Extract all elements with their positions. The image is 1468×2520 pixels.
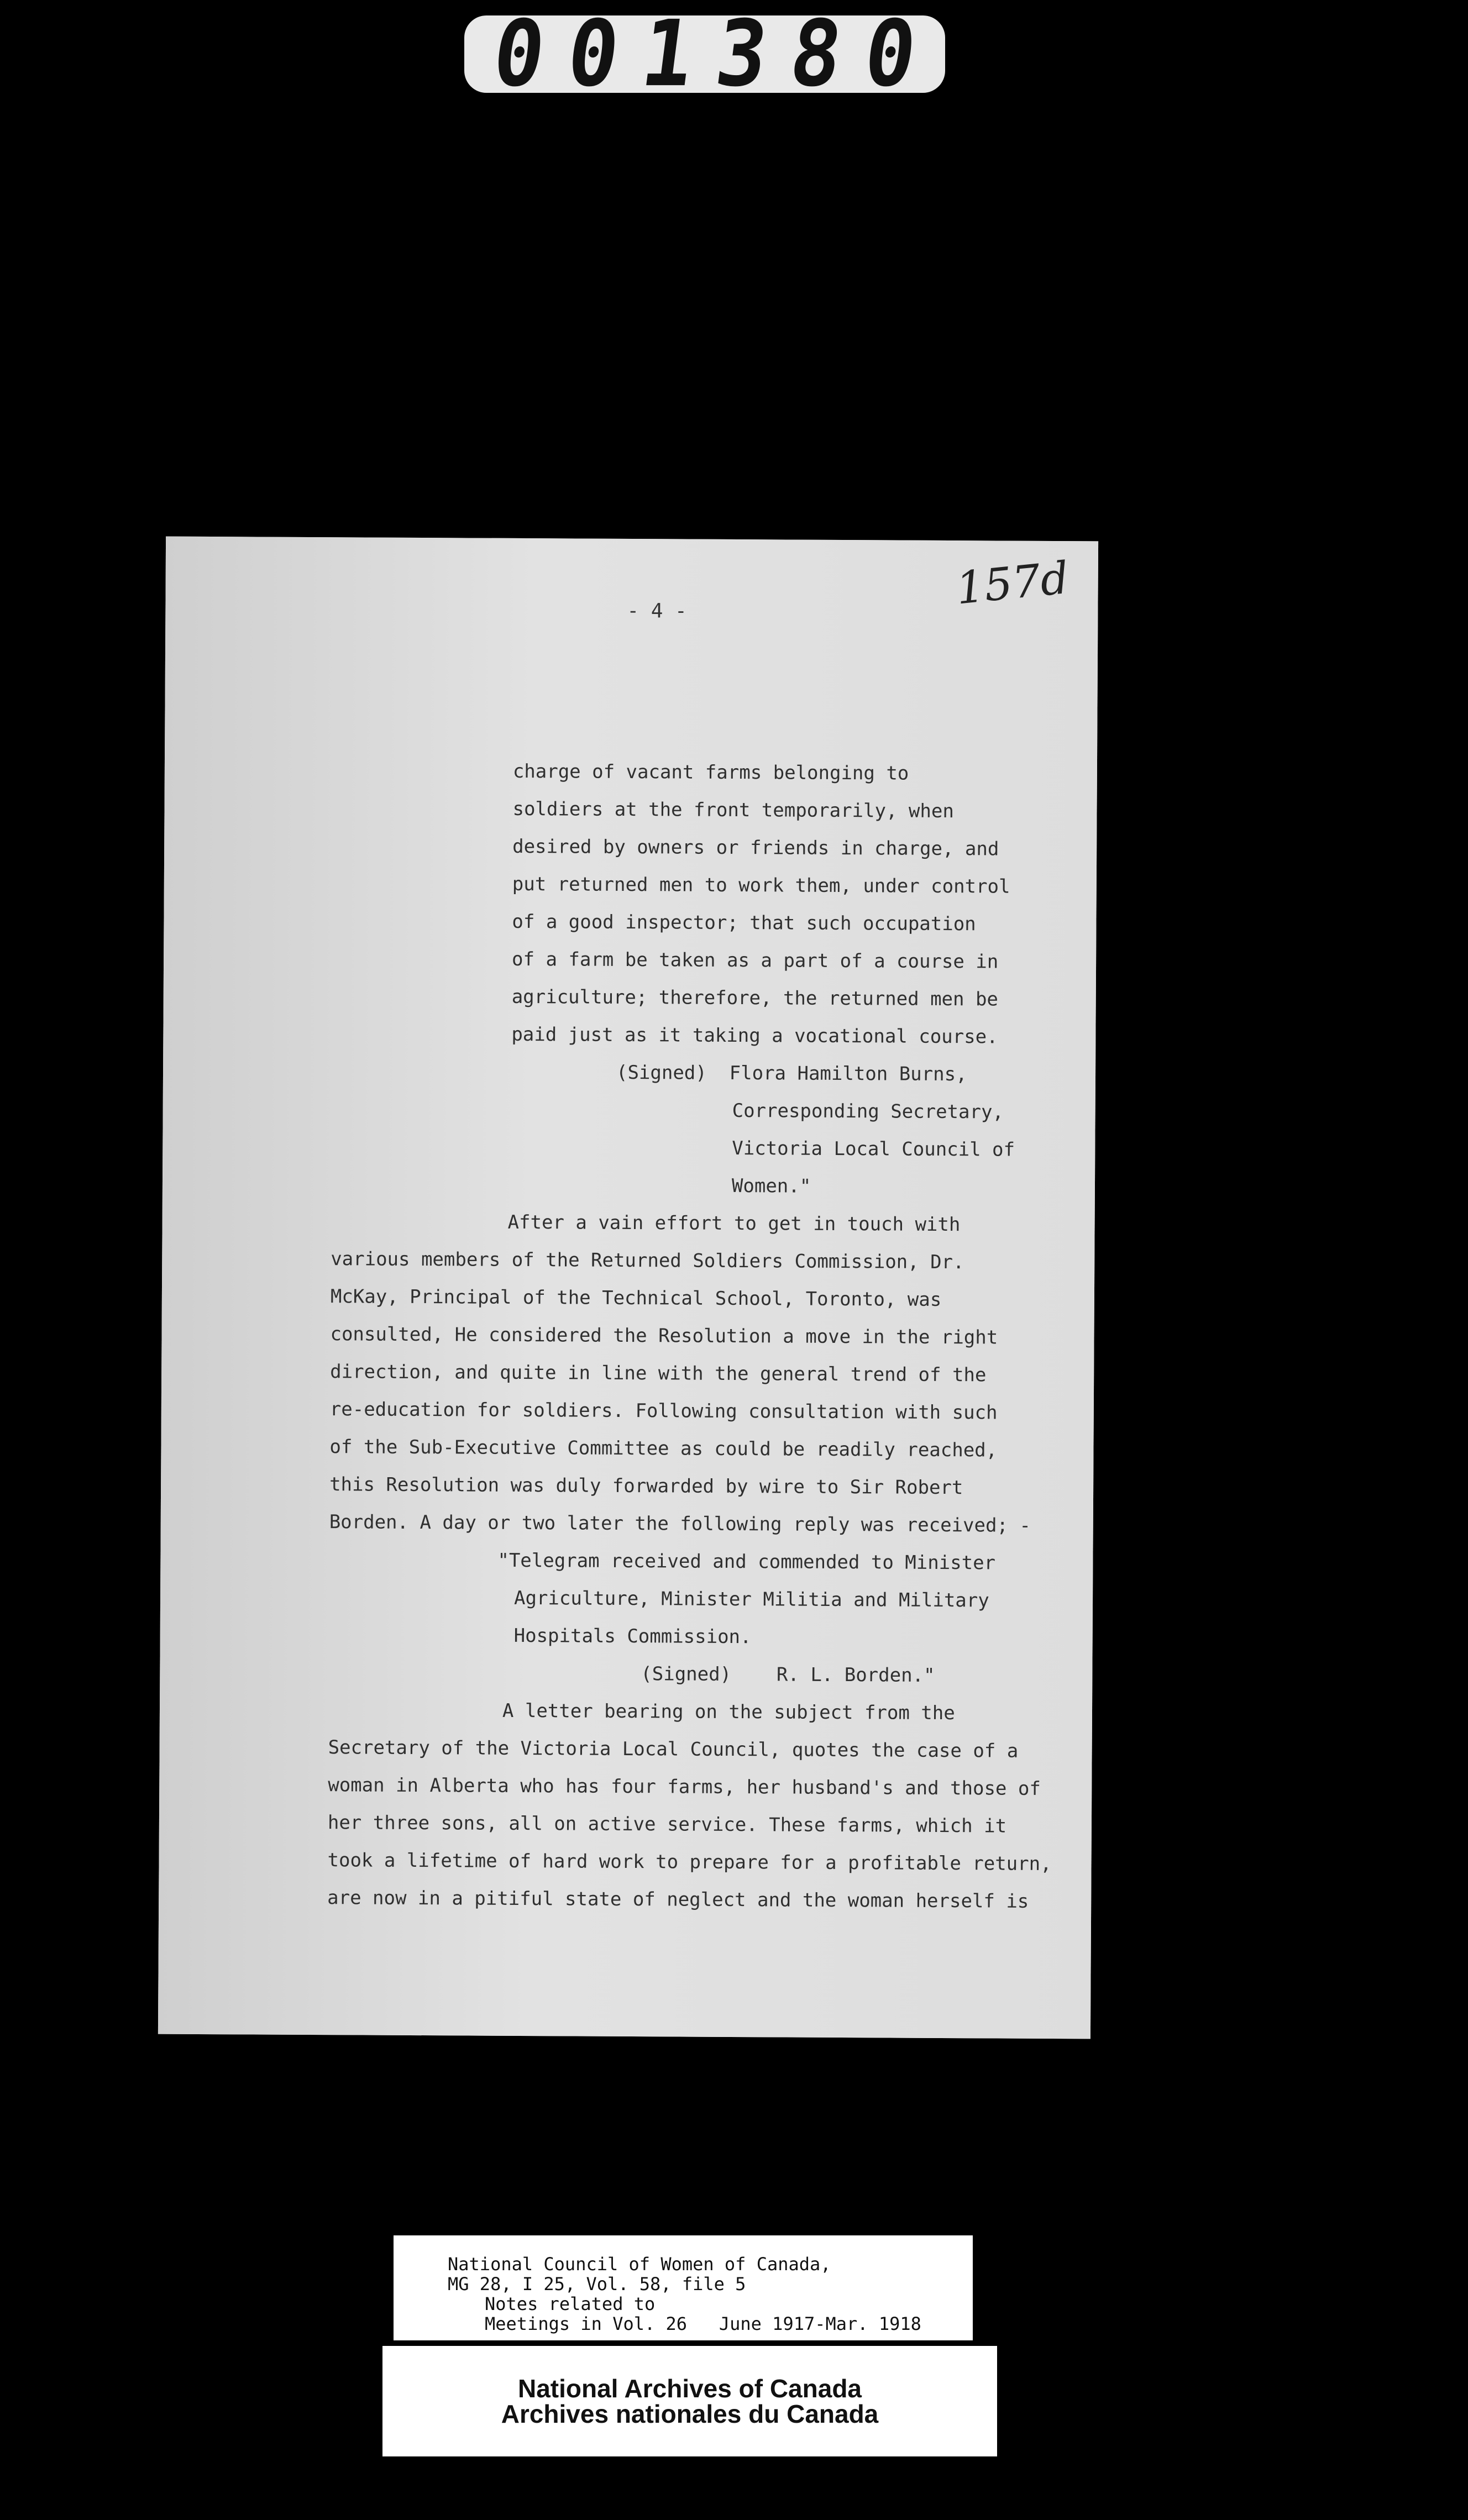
- label-line: MG 28, I 25, Vol. 58, file 5: [448, 2274, 746, 2295]
- text-line: various members of the Returned Soldiers Commission, Dr.: [331, 1248, 964, 1274]
- archives-stamp: [382, 2346, 997, 2456]
- text-line: desired by owners or friends in charge, and: [512, 835, 999, 860]
- label-line: Meetings in Vol. 26 June 1917-Mar. 1918: [485, 2313, 921, 2334]
- text-line: of the Sub-Executive Committee as could be readily reached,: [329, 1436, 998, 1462]
- signature-title: Women.": [731, 1174, 811, 1198]
- text-line: After a vain effort to get in touch with: [507, 1211, 961, 1236]
- handwritten-note: 157d: [953, 552, 1071, 615]
- text-line: McKay, Principal of the Technical School, Toronto, was: [330, 1285, 942, 1311]
- text-line: put returned men to work them, under control: [512, 873, 1010, 898]
- text-line: took a lifetime of hard work to prepare for a profitable return,: [327, 1849, 1052, 1876]
- telegram-line: "Telegram received and commended to Minister: [497, 1549, 996, 1574]
- text-line: Secretary of the Victoria Local Council, quotes the case of a: [328, 1736, 1019, 1762]
- signature-line: (Signed) R. L. Borden.": [641, 1663, 935, 1687]
- text-line: her three sons, all on active service. These farms, which it: [327, 1812, 1007, 1838]
- archives-french: Archives nationales du Canada: [501, 2400, 879, 2428]
- text-line: woman in Alberta who has four farms, her husband's and those of: [328, 1774, 1041, 1800]
- text-line: charge of vacant farms belonging to: [512, 760, 909, 785]
- text-line: direction, and quite in line with the general trend of the: [330, 1361, 987, 1387]
- text-line: Borden. A day or two later the following reply was received; -: [329, 1511, 1031, 1537]
- page-number: - 4 -: [627, 599, 687, 623]
- document-page: [158, 537, 1098, 2039]
- label-line: National Council of Women of Canada,: [448, 2254, 831, 2275]
- telegram-line: Hospitals Commission.: [513, 1624, 752, 1649]
- text-line: consulted, He considered the Resolution a move in the right: [330, 1323, 998, 1349]
- text-line: of a farm be taken as a part of a course in: [512, 948, 999, 973]
- signature-title: Corresponding Secretary,: [732, 1099, 1004, 1124]
- signature-title: Victoria Local Council of: [732, 1137, 1015, 1161]
- archives-english: National Archives of Canada: [517, 2374, 862, 2403]
- text-line: paid just as it taking a vocational course.: [511, 1023, 998, 1048]
- telegram-line: Agriculture, Minister Militia and Military: [513, 1587, 989, 1612]
- text-line: A letter bearing on the subject from the: [502, 1699, 955, 1725]
- text-line: re-education for soldiers. Following consultation with such: [329, 1398, 998, 1424]
- text-line: this Resolution was duly forwarded by wire to Sir Robert: [329, 1473, 963, 1499]
- label-line: Notes related to: [485, 2293, 656, 2314]
- text-line: agriculture; therefore, the returned men be: [511, 985, 999, 1011]
- archive-reference-label: [394, 2235, 973, 2340]
- frame-number-banner: [464, 1, 947, 107]
- text-line: soldiers at the front temporarily, when: [512, 797, 954, 823]
- text-line: of a good inspector; that such occupation: [512, 910, 976, 936]
- signature-line: (Signed) Flora Hamilton Burns,: [616, 1061, 967, 1086]
- frame-number: 001380: [487, 1, 947, 107]
- text-line: are now in a pitiful state of neglect and the woman herself is: [327, 1887, 1029, 1913]
